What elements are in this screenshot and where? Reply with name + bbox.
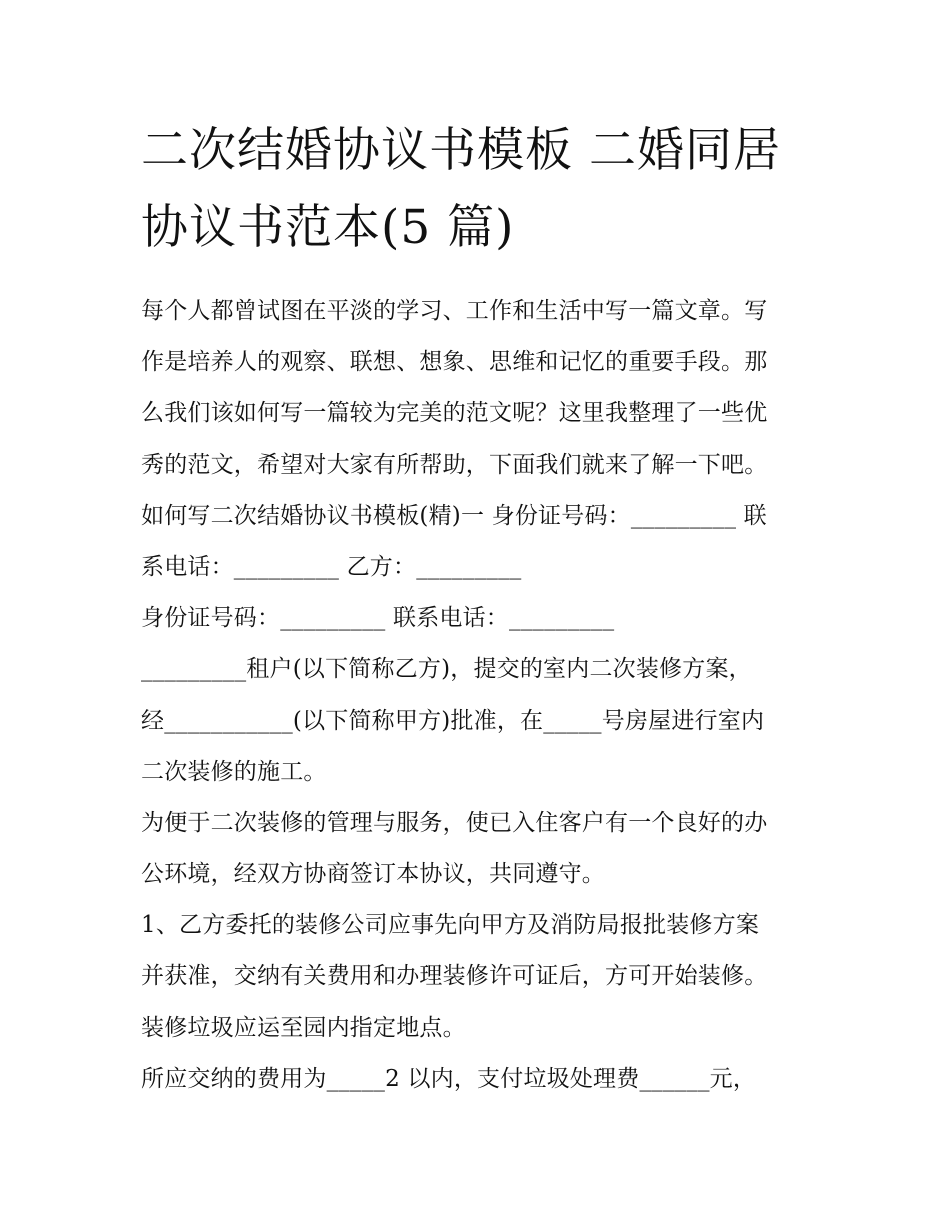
body-line: 1、乙方委托的装修公司应事先向甲方及消防局报批装修方案 <box>141 912 760 939</box>
body-line: 为便于二次装修的管理与服务，使已入住客户有一个良好的办 <box>141 809 768 836</box>
body-line: 二次装修的施工。 <box>141 758 327 785</box>
body-line: 系电话：_________ 乙方：_________ <box>141 553 522 580</box>
body-line: 所应交纳的费用为_____2 以内，支付垃圾处理费______元， <box>141 1065 757 1092</box>
body-line: _________租户(以下简称乙方)，提交的室内二次装修方案， <box>141 656 752 683</box>
body-line: 么我们该如何写一篇较为完美的范文呢？这里我整理了一些优 <box>141 400 768 427</box>
title-line: 协议书范本(5 篇) <box>141 200 515 255</box>
title-line: 二次结婚协议书模板 二婚同居 <box>141 123 781 178</box>
document-body <box>141 286 813 1105</box>
body-line: 公环境，经双方协商签订本协议，共同遵守。 <box>141 861 605 888</box>
body-line: 作是培养人的观察、联想、想象、思维和记忆的重要手段。那 <box>141 349 768 376</box>
body-line: 如何写二次结婚协议书模板(精)一 身份证号码：_________ 联 <box>141 502 767 529</box>
body-line: 经___________(以下简称甲方)批准，在_____号房屋进行室内 <box>141 707 765 734</box>
document-title <box>141 112 813 266</box>
body-line: 装修垃圾应运至园内指定地点。 <box>141 1014 466 1041</box>
body-line: 身份证号码：_________ 联系电话：_________ <box>141 605 615 632</box>
body-line: 每个人都曾试图在平淡的学习、工作和生活中写一篇文章。写 <box>141 298 768 324</box>
body-line: 秀的范文，希望对大家有所帮助，下面我们就来了解一下吧。 <box>141 451 768 478</box>
body-line: 并获准，交纳有关费用和办理装修许可证后，方可开始装修。 <box>141 963 768 990</box>
document-page <box>141 112 813 1105</box>
